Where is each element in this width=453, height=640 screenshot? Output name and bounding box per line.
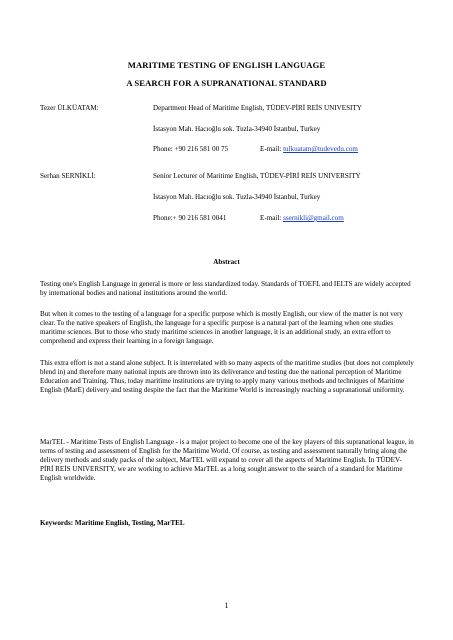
page-number: 1 (224, 601, 229, 610)
abstract-paragraph-3: This extra effort is not a stand alone subject. It is interrelated with so many aspects of the maritime studies (but does not completely blend in) and therefore many national inputs are thrown into its deliverance and testing due the national perception of Maritime Education and Training. Thus, today maritime institutions are trying to apply many various methods and techniques of Maritime English (MarE) delivery and testing despite the fact that the Maritime World is increasingly reaching a supranational uniformity. (40, 359, 414, 394)
author-1-email-link[interactable]: tulkuatam@tudevedu.com (283, 145, 358, 153)
author-2-email-line (260, 214, 344, 222)
keywords: Keywords: Maritime English, Testing, MarTEL (40, 519, 185, 527)
abstract-paragraph-1: Testing one's English Language in general is more or less standardized today. Standards of TOEFL and IELTS are widely accepted by international bodies and national institutions around the world. (40, 280, 411, 297)
author-2-email-label: E-mail: (260, 214, 282, 222)
author-1-address: İstasyon Mah. Hacıoğlu sok. Tuzla-34940 İstanbul, Turkey (153, 125, 321, 133)
author-2-name: Serhan SERNİKLİ: (40, 172, 96, 180)
abstract-heading: Abstract (213, 258, 240, 266)
author-2-position: Senior Lecturer of Maritime English, TÜDEV-PİRİ REİS UNIVERSITY (153, 172, 361, 180)
author-1-name: Tezer ÜLKÜATAM: (40, 104, 99, 112)
author-1-email-line (260, 145, 358, 153)
author-2-address: İstasyon Mah. Hacıoğlu sok. Tuzla-34940 İstanbul, Turkey (153, 193, 321, 201)
author-1-email-label: E-mail: (260, 145, 282, 153)
paper-subtitle: A SEARCH FOR A SUPRANATIONAL STANDARD (126, 78, 327, 88)
paper-title: MARITIME TESTING OF ENGLISH LANGUAGE (127, 60, 326, 70)
abstract-paragraph-4: MarTEL - Maritime Tests of English Language - is a major project to become one of the key players of this supranational league, in terms of testing and assessment of English for the Maritime World. Of course, as testing and assessment naturally bring along the delivery methods and study packs of the subject, MarTEL will expand to cover all the aspects of Maritime English. In TÜDEV-PİRİ REİS UNIVERSITY, we are working to achieve MarTEL as a long sought answer to the search of a standard for Maritime English worldwide. (40, 438, 414, 482)
author-2-phone: Phone:+ 90 216 581 0041 (153, 214, 227, 222)
abstract-paragraph-2: But when it comes to the testing of a language for a specific purpose which is mostly English, our view of the matter is not very clear. To the native speakers of English, the language for a specific purpose is a natural part of the learning when one studies maritime sciences. But to those who study maritime sciences in another language, it is an additional study, an extra effort to comprehend and express their learning in a foreign language. (40, 310, 403, 345)
author-1-position: Department Head of Maritime English, TÜDEV-PİRİ REİS UNIVESITY (153, 104, 362, 112)
author-2-email-link[interactable]: ssernikli@gmail.com (283, 214, 344, 222)
author-1-phone: Phone: +90 216 581 00 75 (153, 145, 229, 153)
